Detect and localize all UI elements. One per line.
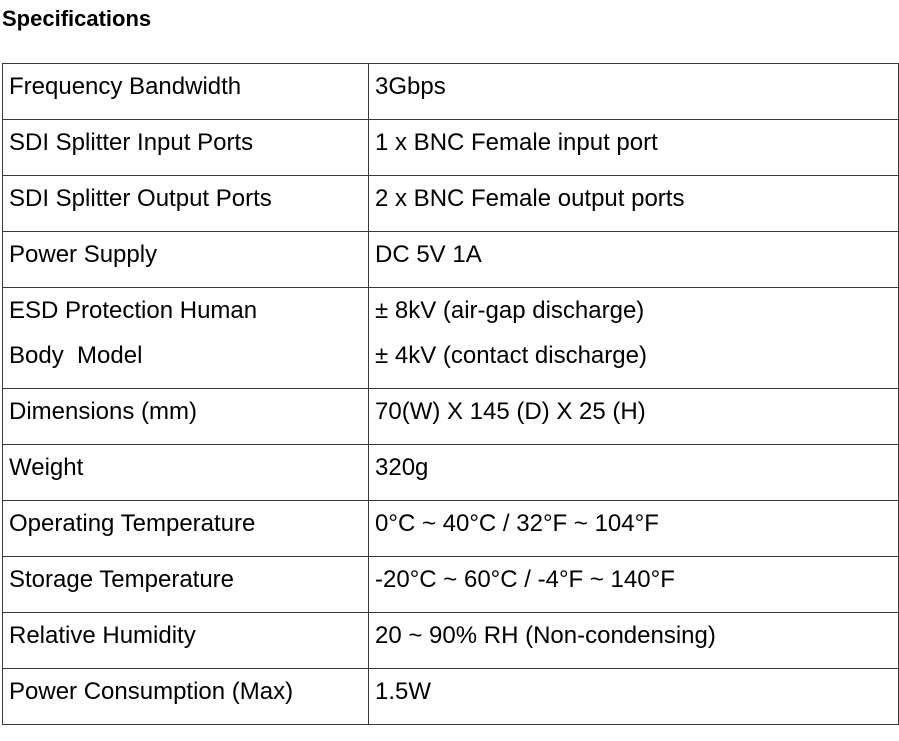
spec-label-text: Storage Temperature bbox=[9, 566, 235, 593]
spec-label-text: ESD Protection Human bbox=[9, 297, 258, 324]
specifications-table bbox=[2, 63, 899, 725]
spec-value bbox=[369, 613, 899, 669]
spec-value-text: 2 x BNC Female output ports bbox=[375, 185, 685, 212]
table-row bbox=[3, 613, 899, 669]
spec-label bbox=[3, 669, 369, 725]
spec-label-text: Power Consumption (Max) bbox=[9, 678, 294, 705]
spec-label-text: SDI Splitter Output Ports bbox=[9, 185, 272, 212]
table-row bbox=[3, 389, 899, 445]
table-row bbox=[3, 232, 899, 288]
spec-value-text: ± 4kV (contact discharge) bbox=[375, 342, 647, 369]
spec-label-text: Frequency Bandwidth bbox=[9, 73, 242, 100]
spec-label-text: Body Model bbox=[9, 342, 143, 369]
spec-label bbox=[3, 120, 369, 176]
table-row bbox=[3, 120, 899, 176]
spec-label bbox=[3, 613, 369, 669]
table-row bbox=[3, 288, 899, 389]
spec-value bbox=[369, 64, 899, 120]
spec-label bbox=[3, 557, 369, 613]
spec-value bbox=[369, 501, 899, 557]
spec-label bbox=[3, 501, 369, 557]
spec-value-text: DC 5V 1A bbox=[375, 241, 482, 268]
table-row bbox=[3, 64, 899, 120]
spec-value-text: 1.5W bbox=[375, 678, 432, 705]
table-row bbox=[3, 669, 899, 725]
table-row bbox=[3, 501, 899, 557]
spec-label bbox=[3, 64, 369, 120]
spec-label-text: Operating Temperature bbox=[9, 510, 256, 537]
spec-value-text: ± 8kV (air-gap discharge) bbox=[375, 297, 645, 324]
spec-value bbox=[369, 288, 899, 389]
spec-label-text: Power Supply bbox=[9, 241, 158, 268]
spec-value-text: 3Gbps bbox=[375, 73, 446, 100]
spec-label-text: SDI Splitter Input Ports bbox=[9, 129, 254, 156]
page-title: Specifications bbox=[2, 6, 152, 31]
spec-label bbox=[3, 288, 369, 389]
spec-value bbox=[369, 176, 899, 232]
spec-value bbox=[369, 669, 899, 725]
spec-value-text: 70(W) X 145 (D) X 25 (H) bbox=[375, 398, 646, 425]
spec-label bbox=[3, 445, 369, 501]
spec-value-text: -20°C ~ 60°C / -4°F ~ 140°F bbox=[375, 566, 675, 593]
spec-value bbox=[369, 120, 899, 176]
spec-value bbox=[369, 389, 899, 445]
spec-label bbox=[3, 176, 369, 232]
spec-value-text: 320g bbox=[375, 454, 429, 481]
spec-label bbox=[3, 232, 369, 288]
table-row bbox=[3, 557, 899, 613]
spec-value bbox=[369, 557, 899, 613]
spec-value-text: 0°C ~ 40°C / 32°F ~ 104°F bbox=[375, 510, 659, 537]
spec-value-text: 1 x BNC Female input port bbox=[375, 129, 658, 156]
spec-value-text: 20 ~ 90% RH (Non-condensing) bbox=[375, 622, 716, 649]
table-row bbox=[3, 445, 899, 501]
spec-label-text: Weight bbox=[9, 454, 84, 481]
table-row bbox=[3, 176, 899, 232]
spec-value bbox=[369, 232, 899, 288]
spec-label-text: Dimensions (mm) bbox=[9, 398, 198, 425]
spec-label bbox=[3, 389, 369, 445]
spec-label-text: Relative Humidity bbox=[9, 622, 196, 649]
spec-value bbox=[369, 445, 899, 501]
